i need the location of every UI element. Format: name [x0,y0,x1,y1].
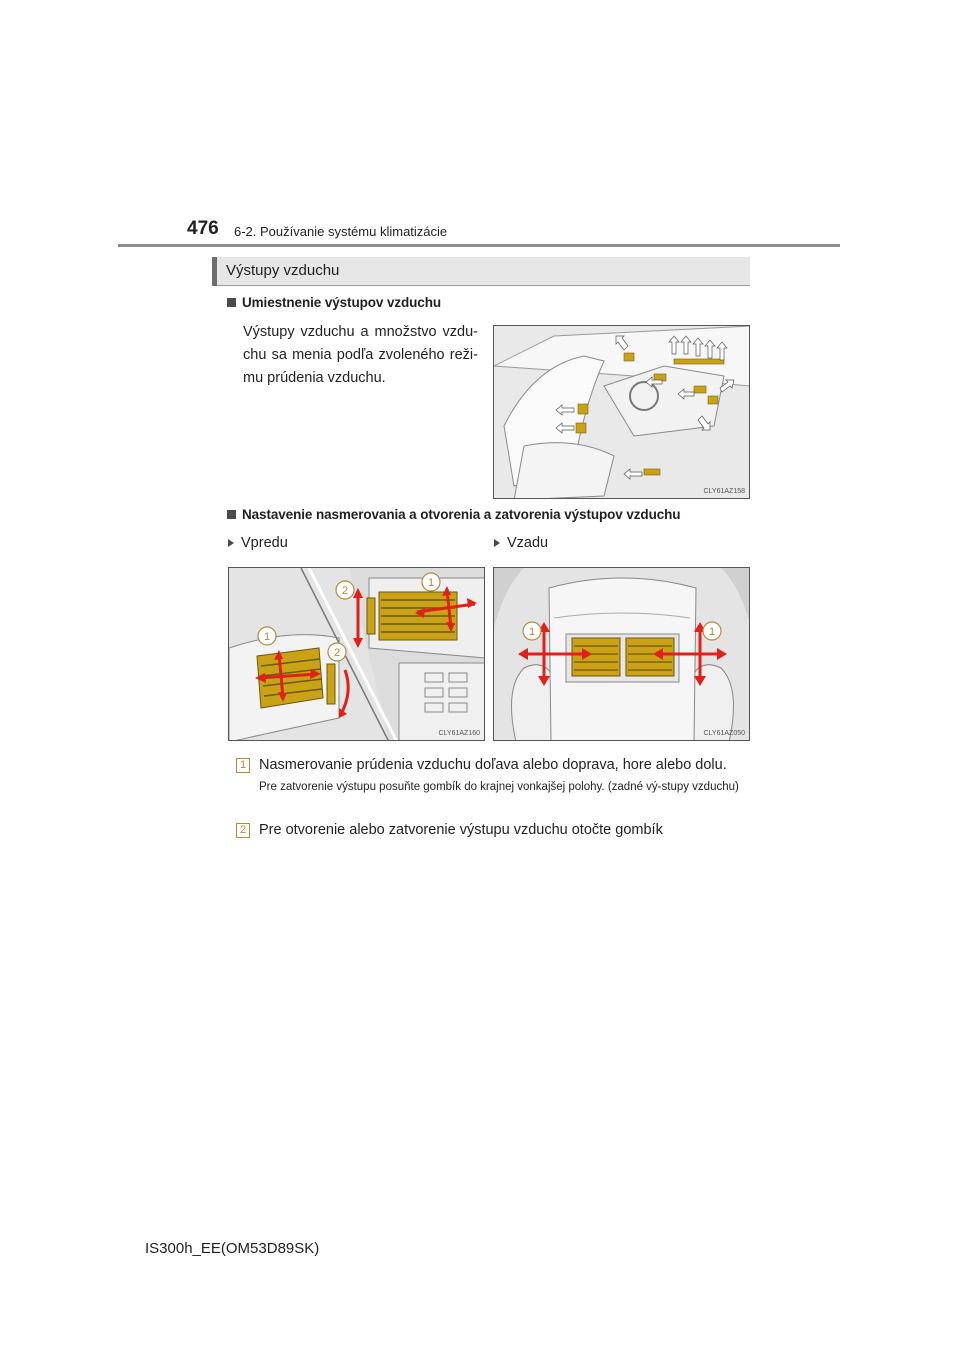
item-1-text: Nasmerovanie prúdenia vzduchu doľava alebo doprava, hore alebo dolu. [259,757,727,773]
callout-1: 1 [263,631,271,643]
item-number-1: 1 [236,758,250,773]
box-heading-label: Výstupy vzduchu [226,262,340,279]
figure-code: CLY61AZ160 [438,730,480,737]
subheading-vent-adjustment-text: Nastavenie nasmerovania a otvorenia a zatvorenia výstupov vzduchu [242,507,681,522]
header-rule [118,244,840,247]
callout-2: 2 [333,647,341,659]
rear-label-text: Vzadu [507,535,549,551]
vent-location-description: Výstupy vzduchu a množstvo vzdu-chu sa menia podľa zvoleného reži-mu prúdenia vzduchu. [243,324,478,386]
front-vents-figure [228,567,485,741]
item-2-text: Pre otvorenie alebo zatvorenie výstupu vzduchu otočte gombík [259,822,663,838]
figure-code: CLY61AZ050 [703,730,745,737]
front-vents-illustration [229,568,485,741]
square-bullet-icon [227,510,236,519]
item-number-2: 2 [236,823,250,838]
interior-illustration [494,326,750,499]
triangle-bullet-icon [494,539,500,547]
callout-1: 1 [708,626,716,638]
subheading-vent-adjustment [227,507,680,522]
front-label-text: Vpredu [241,535,288,551]
front-label [228,535,288,551]
figure-code: CLY61AZ158 [703,488,745,495]
subheading-vent-location-text: Umiestnenie výstupov vzduchu [242,295,441,310]
heading-bar [212,257,217,286]
square-bullet-icon [227,298,236,307]
rear-vents-figure [493,567,750,741]
callout-1: 1 [427,577,435,589]
rear-vents-illustration [494,568,750,741]
footer-model-code: IS300h_EE(OM53D89SK) [145,1240,320,1257]
interior-vents-figure [493,325,750,499]
page-number: 476 [187,218,219,239]
triangle-bullet-icon [228,539,234,547]
section-title: 6-2. Používanie systému klimatizácie [234,224,448,239]
item-1-note: Pre zatvorenie výstupu posuňte gombík do krajnej vonkajšej polohy. (zadné vý-stupy vzduchu) [259,781,739,793]
callout-1: 1 [528,626,536,638]
callout-2: 2 [341,585,349,597]
rear-label [494,535,548,551]
box-heading [212,257,750,286]
subheading-vent-location [227,295,441,310]
